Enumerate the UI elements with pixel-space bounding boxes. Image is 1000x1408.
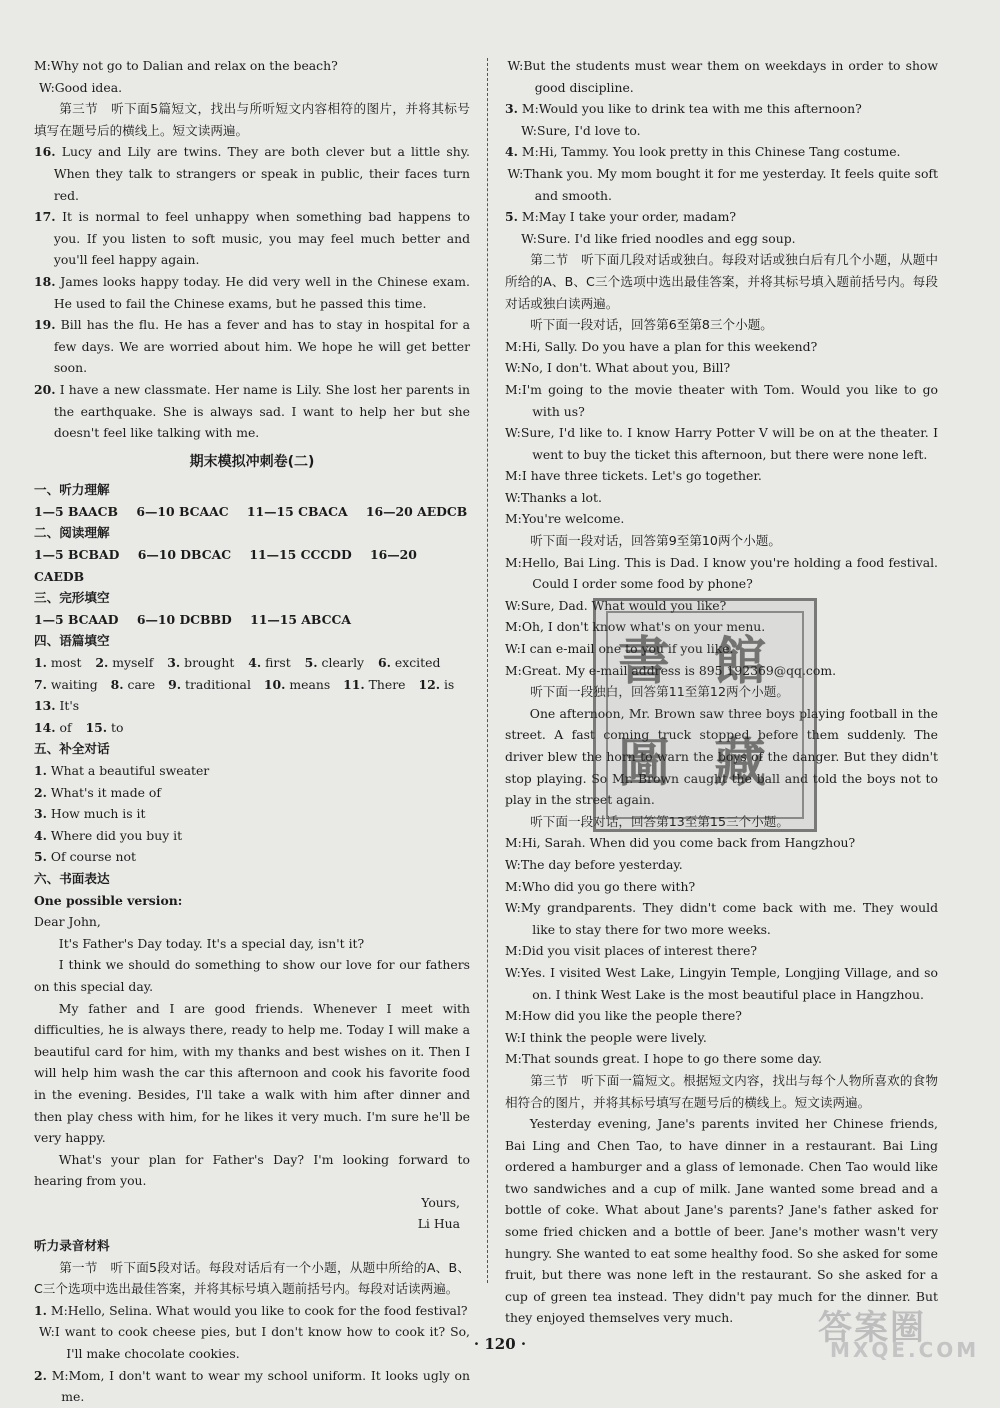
dialog-line: M:Oh, I don't know what's on your menu. xyxy=(505,619,766,635)
watermark-cn: 答案圈 xyxy=(818,1308,926,1348)
exam-title: 期末模拟冲刺卷(二) xyxy=(189,453,315,470)
section1-intro: 第一节 听下面5段对话。每段对话后有一个小题，从题中所给的A、B、C三个选项中选出最佳答案，并将其标号填入题前括号内。每段对话读两遍。 xyxy=(34,1259,470,1297)
dialogue-answer: 3. How much is it xyxy=(34,806,146,822)
dialog-line: M:I'm going to the movie theater with Tom. Would you like to go with us? xyxy=(505,381,938,419)
script-item: 18. James looks happy today. He did very well in the Chinese exam. He used to fail the Chinese exams, but he passed this time. xyxy=(34,273,470,311)
dialog-line: W:Good idea. xyxy=(38,79,123,95)
section3-intro-right: 第三节 听下面一篇短文。根据短文内容，找出与每个人物所喜欢的食物相符合的图片，并将其标号填写在题号后的横线上。短文读两遍。 xyxy=(505,1072,938,1110)
answer-row-cloze: 1—5 BCAAD 6—10 DCBBD 11—15 ABCCA xyxy=(34,611,351,627)
script-item: 20. I have a new classmate. Her name is Lily. She lost her parents in the earthquake. She is always sad. I want to help her but she doesn't feel like talking with me. xyxy=(34,381,470,441)
monologue-text: One afternoon, Mr. Brown saw three boys playing football in the street. A fast coming truck stopped before them suddenly. The driver blew the horn to warn the boys of the danger. But they didn't stop playing. So Mr. Brown caught the ball and told the boys not to play in the street again. xyxy=(505,705,938,808)
dialog-line: 2. M:Mom, I don't want to wear my school uniform. It looks ugly on me. xyxy=(34,1367,470,1405)
section-heading-reading: 二、阅读理解 xyxy=(34,525,110,541)
dialog-line: W:But the students must wear them on weekdays in order to show good discipline. xyxy=(507,58,938,95)
letter-closing: Yours, xyxy=(421,1194,460,1210)
answer-row-listening: 1—5 BAACB 6—10 BCAAC 11—15 CBACA 16—20 AEDCB xyxy=(34,503,468,519)
left-column xyxy=(34,55,470,1408)
dialogue-answer: 5. Of course not xyxy=(34,849,136,865)
section3-intro: 第三节 听下面5篇短文，找出与所听短文内容相符的图片，并将其标号填写在题号后的横线上。短文读两遍。 xyxy=(34,101,470,138)
letter-salutation: Dear John, xyxy=(34,914,101,930)
dialog-line: M:Hi, Sarah. When did you come back from Hangzhou? xyxy=(505,835,856,851)
page-number: · 120 · xyxy=(473,1335,527,1353)
q9-10-intro: 听下面一段对话，回答第9至第10两个小题。 xyxy=(530,533,781,549)
dialog-line: M:Did you visit places of interest there? xyxy=(505,943,758,959)
passage-text: Yesterday evening, Jane's parents invited her Chinese friends, Bai Ling and Chen Tao, to have dinner in a restaurant. Bai Ling ordered a hamburger and a glass of lemonade. Chen Tao would like two sandwiches and a cup of milk. Jane wanted some bread and a bottle of coke. What about Jane's parents? Jane's father asked for some fried chicken and a bottle of beer. Jane's mother wasn't very hungry. She wanted to eat some healthy food. So she asked for some fruit, but there was none left in the restaurant. So she asked for a cup of green tea instead. They didn't pay much for the dinner. But they enjoyed themselves very much. xyxy=(505,1116,938,1326)
section-heading-dialogue: 五、补全对话 xyxy=(34,741,110,757)
dialog-line: M:How did you like the people there? xyxy=(505,1008,742,1024)
dialog-line: W:Thank you. My mom bought it for me yesterday. It feels quite soft and smooth. xyxy=(507,165,938,203)
dialog-line: W:Yes. I visited West Lake, Lingyin Temple, Longjing Village, and so on. I think West Lake is the most beautiful place in Hangzhou. xyxy=(505,964,938,1002)
letter-signature: Li Hua xyxy=(417,1216,460,1232)
dialog-line: W:Sure. I'd like fried noodles and egg soup. xyxy=(521,230,796,246)
letter-paragraph: It's Father's Day today. It's a special day, isn't it? xyxy=(58,935,365,951)
watermark-logo xyxy=(818,1300,990,1360)
script-item: 19. Bill has the flu. He has a fever and has to stay in hospital for a few days. We are worried about him. We hope he will get better soon. xyxy=(34,317,470,376)
dialog-line: W:I want to cook cheese pies, but I don't know how to cook it? So, I'll make chocolate cookies. xyxy=(38,1324,470,1362)
section-heading-writing: 六、书面表达 xyxy=(34,870,110,886)
script-heading: 听力录音材料 xyxy=(34,1238,110,1254)
section-heading-grammar: 四、语篇填空 xyxy=(34,633,110,649)
dialog-line: 4. M:Hi, Tammy. You look pretty in this Chinese Tang costume. xyxy=(505,144,901,160)
dialog-line: M:Great. My e-mail address is 895 192369@qq.com. xyxy=(505,662,837,678)
q6-8-intro: 听下面一段对话，回答第6至第8三个小题。 xyxy=(530,317,773,333)
dialogue-answer: 2. What's it made of xyxy=(34,784,161,800)
dialog-line: M:You're welcome. xyxy=(505,511,625,527)
answer-row-grammar-3: 14. of 15. to xyxy=(34,719,124,735)
dialog-line: M:Hello, Bai Ling. This is Dad. I know you're holding a food festival. Could I order some food by phone? xyxy=(505,554,938,592)
writing-version-label: One possible version: xyxy=(34,892,183,908)
dialog-line: M:Why not go to Dalian and relax on the beach? xyxy=(34,58,338,73)
dialogue-answer: 1. What a beautiful sweater xyxy=(34,763,210,778)
dialog-line: W:I can e-mail one to you if you like. xyxy=(505,641,734,657)
column-divider xyxy=(487,58,488,1283)
dialog-line: W:I think the people were lively. xyxy=(505,1029,707,1045)
section2-intro: 第二节 听下面几段对话或独白。每段对话或独白后有几个小题，从题中所给的A、B、C三个选项中选出最佳答案，并将其标号填入题前括号内。每段对话或独白读两遍。 xyxy=(505,252,938,311)
script-item: 17. It is normal to feel unhappy when something bad happens to you. If you listen to soft music, you may feel much better and you'll feel happy again. xyxy=(34,209,470,268)
letter-paragraph: I think we should do something to show our love for our fathers on this special day. xyxy=(34,957,470,994)
dialog-line: M:I have three tickets. Let's go together. xyxy=(505,468,762,484)
dialog-line: W:No, I don't. What about you, Bill? xyxy=(505,360,731,376)
dialog-line: W:Thanks a lot. xyxy=(505,489,602,505)
section-heading-listening: 一、听力理解 xyxy=(34,482,110,498)
dialog-line: W:Sure, I'd like to. I know Harry Potter V will be on at the theater. I went to buy the ticket this afternoon, but there were none left. xyxy=(505,425,938,462)
dialogue-answer: 4. Where did you buy it xyxy=(34,827,183,843)
q13-15-intro: 听下面一段对话，回答第13至第15三个小题。 xyxy=(530,813,789,829)
dialog-line: 3. M:Would you like to drink tea with me this afternoon? xyxy=(505,101,862,117)
dialog-line: M:Hi, Sally. Do you have a plan for this weekend? xyxy=(505,338,818,354)
answer-row-grammar-2: 7. waiting 8. care 9. traditional 10. means 11. There 12. is 13. It's xyxy=(34,676,455,714)
dialog-line: W:Sure, I'd love to. xyxy=(521,122,641,138)
answer-row-reading: 1—5 BCBAD 6—10 DBCAC 11—15 CCCDD 16—20 CAEDB xyxy=(34,547,417,584)
section-heading-cloze: 三、完形填空 xyxy=(34,590,110,606)
dialog-line: W:The day before yesterday. xyxy=(505,856,683,872)
dialog-line: M:Who did you go there with? xyxy=(505,878,696,894)
answer-row-grammar-1: 1. most 2. myself 3. brought 4. first 5. clearly 6. excited xyxy=(34,655,441,671)
letter-paragraph: What's your plan for Father's Day? I'm looking forward to hearing from you. xyxy=(34,1151,470,1189)
library-stamp: 書 館 圖 藏 xyxy=(593,598,817,832)
dialog-line: M:That sounds great. I hope to go there some day. xyxy=(505,1051,822,1067)
script-item: 16. Lucy and Lily are twins. They are both clever but a little shy. When they talk to strangers or speak in public, their faces turn red. xyxy=(34,144,470,203)
watermark-en: MXQE.COM xyxy=(830,1338,980,1362)
dialog-line: 5. M:May I take your order, madam? xyxy=(505,209,736,225)
dialog-line: W:Sure, Dad. What would you like? xyxy=(505,597,727,613)
q11-12-intro: 听下面一段独白，回答第11至第12两个小题。 xyxy=(530,684,789,700)
dialog-line: W:My grandparents. They didn't come back with me. They would like to stay there for two more weeks. xyxy=(505,900,938,937)
letter-paragraph: My father and I are good friends. Whenever I meet with difficulties, he is always there, ready to help me. Today I will make a beautiful card for him, with my thanks and best wishes on it. Then I will help him wash the car this afternoon and cook his favorite food in the evening. Besides, I'll take a walk with him after dinner and then play chess with him, for he likes it very much. I'm sure he'll be very happy. xyxy=(34,1000,470,1146)
dialog-line: 1. M:Hello, Selina. What would you like to cook for the food festival? xyxy=(34,1302,468,1318)
